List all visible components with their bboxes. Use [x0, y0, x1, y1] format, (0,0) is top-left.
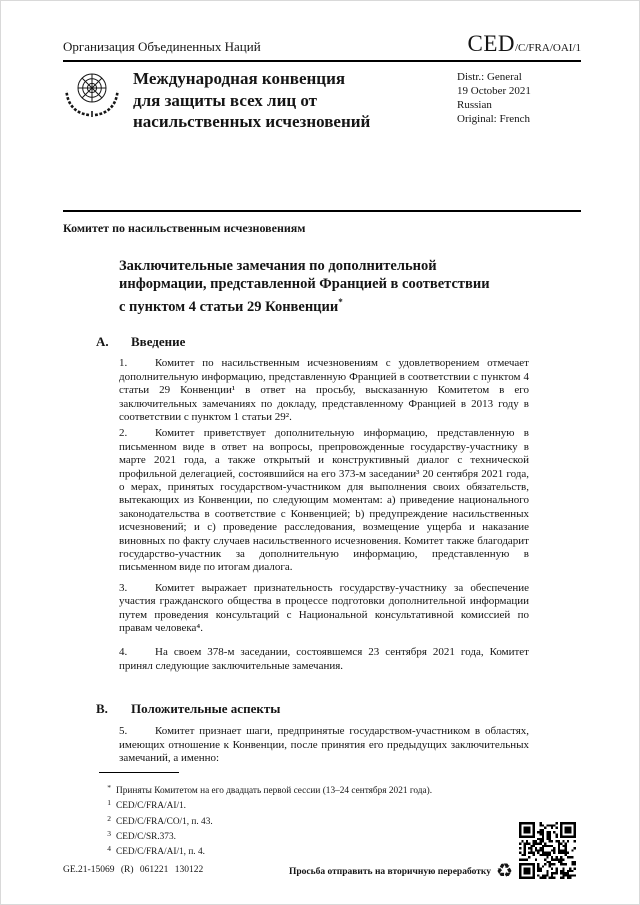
title-footnote-marker: *	[338, 296, 343, 307]
footnote-marker: 2	[107, 813, 111, 823]
footnote-marker: 3	[107, 828, 111, 838]
footnote-separator	[99, 772, 179, 773]
footnotes	[99, 772, 489, 858]
paragraph-2	[119, 427, 529, 574]
recycle-icon: ♻	[495, 860, 513, 882]
convention-title-line: насильственных исчезновений	[133, 112, 371, 131]
section-letter: A.	[96, 334, 109, 350]
footnote-text: CED/C/FRA/AI/1.	[116, 801, 186, 812]
paragraph-number: 4.	[119, 646, 128, 659]
footnote-marker: *	[107, 783, 111, 792]
qr-code	[519, 822, 576, 879]
footnote-2	[99, 813, 489, 828]
paragraph-text: Комитет по насильственным исчезновениям с удовлетворением отмечает дополнительную информацию, представленную Францией в соответствии с пунктом 4 статьи 29 Конвенции¹ в ответ на просьбу, высказанную Комитетом в его заключительных замечаниях по докладу, представленному Францией в 2013 году в соответствии с пунктом 1 статьи 29².	[119, 357, 529, 423]
distribution-block	[457, 70, 581, 133]
footnote-text: CED/C/FRA/CO/1, п. 43.	[116, 816, 213, 827]
footnote-1	[99, 797, 489, 812]
paragraph-text: Комитет выражает признательность государству-участнику за обеспечение участия гражданского общества в процессе подготовки дополнительной информации путем проведения консультаций с Национальной консультативной комиссией по правам человека⁴.	[119, 581, 529, 635]
paragraph-text: Комитет признает шаги, предпринятые государством-участником в областях, имеющих отношение к Конвенции, после принятия его предыдущих заключительных замечаний, а именно:	[119, 725, 529, 765]
committee-heading: Комитет по насильственным исчезновениям	[63, 220, 306, 235]
paragraph-text: На своем 378-м заседании, состоявшемся 23 сентября 2021 года, Комитет принял следующие заключительные замечания.	[119, 646, 529, 672]
document-symbol-rest: /C/FRA/OAI/1	[514, 42, 581, 54]
paragraph-4	[119, 646, 529, 673]
separator-rule	[63, 210, 581, 212]
un-emblem-icon	[63, 68, 121, 118]
page-header	[63, 31, 581, 62]
convention-title	[133, 68, 370, 133]
footnote-star	[99, 782, 489, 797]
footnote-text: CED/C/SR.373.	[116, 831, 176, 842]
section-heading-a	[96, 334, 581, 350]
recycle-text: Просьба отправить на вторичную переработку	[288, 866, 491, 877]
section-letter: B.	[96, 701, 108, 717]
footnote-text: CED/C/FRA/AI/1, п. 4.	[116, 847, 205, 858]
org-name: Организация Объединенных Наций	[63, 39, 261, 54]
footnote-3	[99, 828, 489, 843]
paragraph-number: 2.	[119, 427, 128, 440]
footnote-4	[99, 843, 489, 858]
document-symbol	[467, 31, 581, 57]
paragraph-number: 5.	[119, 725, 128, 738]
document-symbol-main: CED	[467, 31, 515, 56]
footnote-marker: 1	[107, 798, 111, 808]
date-line: 19 October 2021	[457, 85, 531, 97]
paragraph-number: 1.	[119, 357, 128, 370]
paragraph-5	[119, 725, 529, 765]
footnote-text: Приняты Комитетом на его двадцать первой сессии (13–24 сентября 2021 года).	[116, 786, 433, 796]
language-line: Russian	[457, 99, 492, 111]
document-title-line: Заключительные замечания по дополнительной	[119, 257, 437, 274]
convention-title-line: для защиты всех лиц от	[133, 90, 318, 110]
section-title: Введение	[131, 334, 186, 350]
recycle-note	[289, 862, 513, 881]
paragraph-1	[119, 357, 529, 424]
section-heading-b	[96, 701, 581, 717]
paragraph-3	[119, 582, 529, 636]
document-title	[119, 257, 581, 316]
section-title: Положительные аспекты	[131, 701, 281, 717]
footnote-marker: 4	[107, 844, 111, 854]
document-title-line: информации, представленной Францией в соответствии	[119, 275, 490, 292]
masthead	[63, 67, 581, 133]
footer-reference: GE.21-15069 (R) 061221 130122	[63, 865, 204, 875]
paragraph-text: Комитет приветствует дополнительную информацию, представленную в письменном виде в ответ на вопросы, препровожденные государству-участнику в марте 2021 года, а также открытый и конструктивный диалог с технической профильной делегацией, состоявшийся на его 373-м заседании³ 20 сентября 2021 года, о мерах, принятых государством-участником для выполнения своих обязательств, вытекающих из Конвенции, по следующим моментам: a) приведение национального законодательства в соответствие с Конвенцией; b) предупреждение насильственных исчезновений; и c) проведение расследования, возмещение ущерба и наказание виновных по факту случаев насильственного исчезновения. Комитет также благодарит государство-участник за дополнительную информацию, представленную в письменном виде по итогам диалога.	[119, 427, 529, 574]
convention-title-line: Международная конвенция	[133, 69, 346, 88]
paragraph-number: 3.	[119, 581, 128, 594]
original-language-line: Original: French	[457, 113, 531, 125]
document-title-line: с пунктом 4 статьи 29 Конвенции*	[119, 296, 343, 315]
distr-line: Distr.: General	[457, 71, 522, 83]
